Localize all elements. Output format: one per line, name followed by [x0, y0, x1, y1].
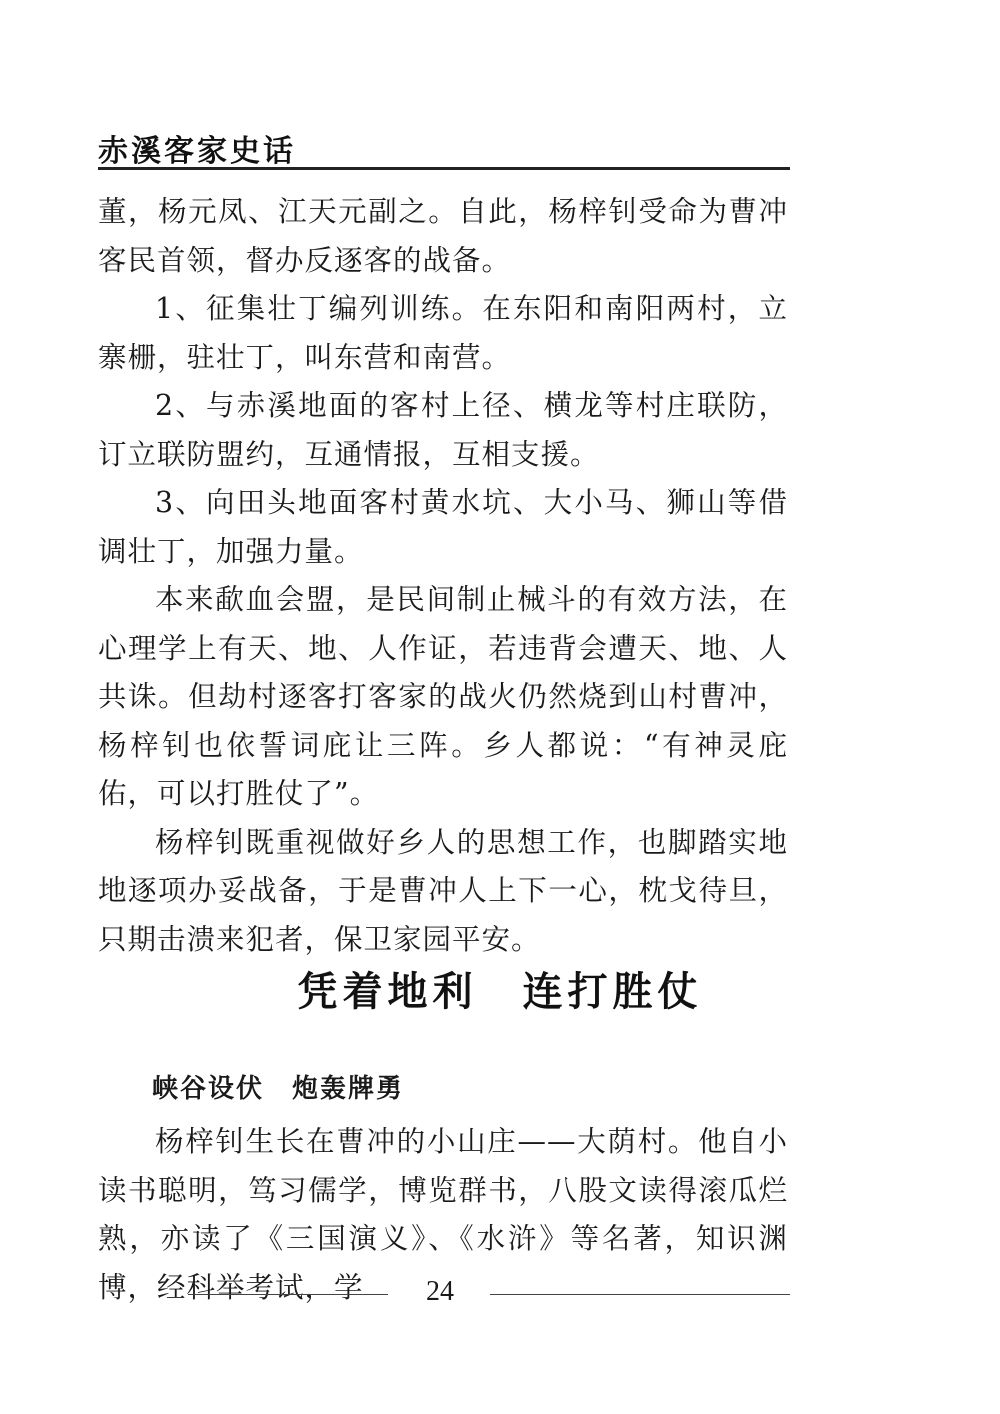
paragraph-continuation: 董，杨元凤、江天元副之。自此，杨梓钊受命为曹冲客民首领，督办反逐客的战备。 [98, 195, 788, 277]
paragraph-biography: 杨梓钊生长在曹冲的小山庄——大荫村。他自小读书聪明，笃习儒学，博览群书，八股文读得滚瓜烂熟，亦读了《三国演义》、《水浒》等名著，知识渊博，经科举考试，学 [98, 1125, 788, 1304]
paragraph-blood-oath: 本来歃血会盟，是民间制止械斗的有效方法，在心理学上有天、地、人作证，若违背会遭天、地、人共诛。但劫村逐客打客家的战火仍然烧到山村曹冲，杨梓钊也依誓词庇让三阵。乡人都说：“有神灵庇佑，可以打胜仗了”。 [98, 583, 788, 810]
footer-rule-left [188, 1294, 388, 1295]
page-number: 24 [426, 1276, 454, 1307]
body-text [98, 188, 788, 964]
paragraph-item-1: 1、征集壮丁编列训练。在东阳和南阳两村，立寨栅，驻壮丁，叫东营和南营。 [98, 292, 788, 374]
footer-rule-right [490, 1294, 790, 1295]
section-title: 凭着地利 连打胜仗 [297, 969, 703, 1015]
section-subheading: 峡谷设伏 炮轰牌勇 [152, 1074, 405, 1104]
paragraph-item-3: 3、向田头地面客村黄水坑、大小马、狮山等借调壮丁，加强力量。 [98, 486, 788, 568]
paragraph-item-2: 2、与赤溪地面的客村上径、横龙等村庄联防，订立联防盟约，互通情报，互相支援。 [98, 389, 788, 471]
header-rule [98, 167, 790, 170]
paragraph-preparation: 杨梓钊既重视做好乡人的思想工作，也脚踏实地地逐项办妥战备，于是曹冲人上下一心，枕戈待旦，只期击溃来犯者，保卫家园平安。 [98, 825, 788, 956]
running-header-title: 赤溪客家史话 [98, 134, 296, 169]
